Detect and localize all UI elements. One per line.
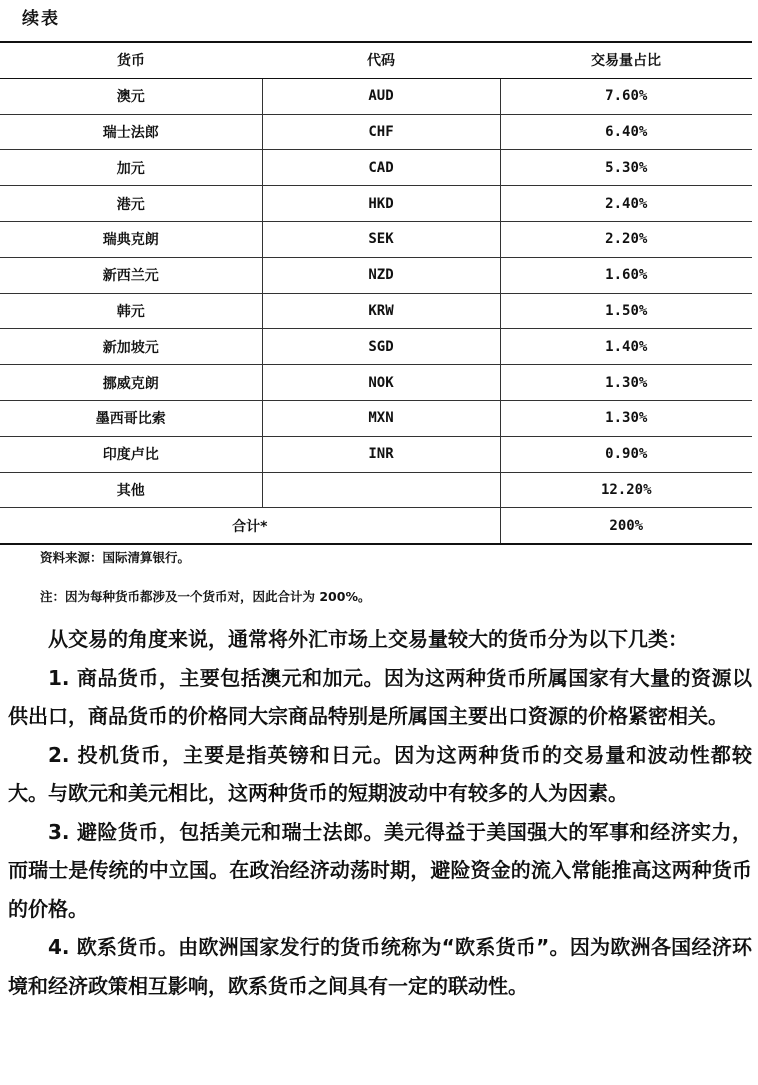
paragraph: 4. 欧系货币。由欧洲国家发行的货币统称为“欧系货币”。因为欧洲各国经济环境和经济政策相互影响，欧系货币之间具有一定的联动性。 <box>8 935 752 998</box>
table-row <box>0 472 752 508</box>
table-header-row <box>0 42 752 78</box>
paragraph: 3. 避险货币，包括美元和瑞士法郎。美元得益于美国强大的军事和经济实力，而瑞士是传统的中立国。在政治经济动荡时期，避险资金的流入常能推高这两种货币的价格。 <box>8 819 752 921</box>
share-cell: 1.40% <box>500 329 752 365</box>
share-cell: 1.50% <box>500 293 752 329</box>
currency-cell: 瑞典克朗 <box>0 221 262 257</box>
table-row <box>0 221 752 257</box>
currency-cell: 墨西哥比索 <box>0 400 262 436</box>
table-row <box>0 365 752 401</box>
paragraph: 2. 投机货币，主要是指英镑和日元。因为这两种货币的交易量和波动性都较大。与欧元和美元相比，这两种货币的短期波动中有较多的人为因素。 <box>8 742 752 805</box>
code-cell: INR <box>262 436 500 472</box>
footnote: 注：因为每种货币都涉及一个货币对，因此合计为 200%。 <box>40 589 371 604</box>
share-cell: 1.30% <box>500 400 752 436</box>
currency-cell: 港元 <box>0 186 262 222</box>
currency-cell: 挪威克朗 <box>0 365 262 401</box>
code-cell: MXN <box>262 400 500 436</box>
share-cell: 2.40% <box>500 186 752 222</box>
code-cell: CHF <box>262 114 500 150</box>
table-row <box>0 436 752 472</box>
code-cell: CAD <box>262 150 500 186</box>
share-cell: 0.90% <box>500 436 752 472</box>
code-cell: NZD <box>262 257 500 293</box>
total-label: 合计* <box>0 508 500 544</box>
currency-cell: 澳元 <box>0 78 262 114</box>
header-share: 交易量占比 <box>500 42 752 78</box>
currency-cell: 新加坡元 <box>0 329 262 365</box>
total-share: 200% <box>500 508 752 544</box>
table-row <box>0 186 752 222</box>
table-caption: 续表 <box>22 9 60 29</box>
table-row <box>0 329 752 365</box>
share-cell: 7.60% <box>500 78 752 114</box>
currency-cell: 其他 <box>0 472 262 508</box>
body-text <box>8 620 752 1005</box>
code-cell: HKD <box>262 186 500 222</box>
share-cell: 2.20% <box>500 221 752 257</box>
code-cell: NOK <box>262 365 500 401</box>
code-cell: SGD <box>262 329 500 365</box>
code-cell: AUD <box>262 78 500 114</box>
code-cell: KRW <box>262 293 500 329</box>
table-row <box>0 78 752 114</box>
paragraph: 从交易的角度来说，通常将外汇市场上交易量较大的货币分为以下几类： <box>48 627 688 651</box>
share-cell: 1.60% <box>500 257 752 293</box>
share-cell: 5.30% <box>500 150 752 186</box>
header-currency: 货币 <box>0 42 262 78</box>
table-row <box>0 257 752 293</box>
currency-cell: 印度卢比 <box>0 436 262 472</box>
table-row <box>0 150 752 186</box>
header-code: 代码 <box>262 42 500 78</box>
share-cell: 12.20% <box>500 472 752 508</box>
source-note: 资料来源：国际清算银行。 <box>40 550 191 565</box>
paragraph: 1. 商品货币，主要包括澳元和加元。因为这两种货币所属国家有大量的资源以供出口，商品货币的价格同大宗商品特别是所属国主要出口资源的价格紧密相关。 <box>8 665 752 728</box>
table-row <box>0 114 752 150</box>
currency-cell: 加元 <box>0 150 262 186</box>
currency-share-table <box>0 41 752 545</box>
table-row <box>0 400 752 436</box>
currency-cell: 新西兰元 <box>0 257 262 293</box>
currency-cell: 韩元 <box>0 293 262 329</box>
currency-cell: 瑞士法郎 <box>0 114 262 150</box>
share-cell: 1.30% <box>500 365 752 401</box>
code-cell <box>262 472 500 508</box>
share-cell: 6.40% <box>500 114 752 150</box>
code-cell: SEK <box>262 221 500 257</box>
table-row <box>0 293 752 329</box>
total-row <box>0 508 752 544</box>
